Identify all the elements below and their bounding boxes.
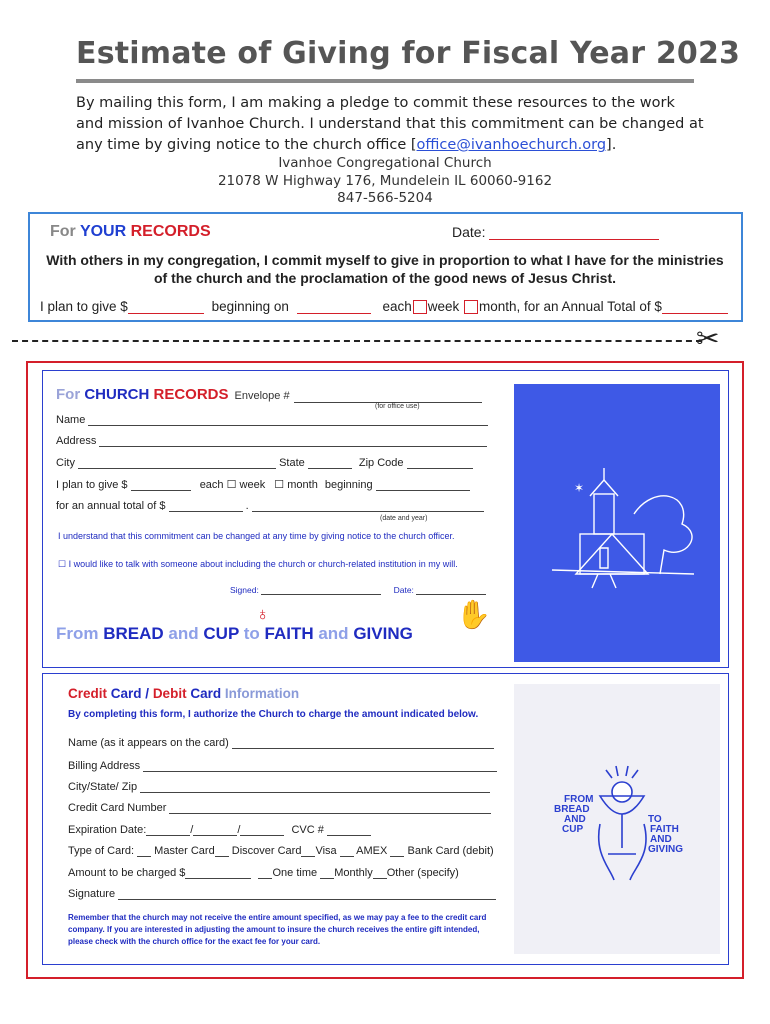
commitment-statement: With others in my congregation, I commit myself to give in proportion to what I have for the ministries of the church and the proclamation of the good news of Jesus Christ.: [46, 252, 724, 286]
other-check[interactable]: [373, 868, 387, 879]
address-field[interactable]: [99, 436, 487, 447]
plan-row: I plan to give $ each ☐ week ☐ month beginning: [56, 478, 470, 491]
church-annual-field[interactable]: [169, 501, 243, 512]
bread-cup-logo-icon: [514, 684, 720, 954]
title-rule: [76, 79, 694, 83]
bread-cup-slogan: From BREAD and CUP to FAITH and GIVING: [56, 624, 413, 643]
your-records-heading: For YOUR RECORDS: [50, 223, 211, 240]
church-illustration-panel: [514, 384, 720, 662]
intro-before: By mailing this form, I am making a pledge to commit these resources to the work and mission of Ivanhoe Church. I understand that this commitment can be changed at any time by giving notice to the church office [: [76, 95, 704, 153]
beginning-date-field[interactable]: [297, 313, 371, 314]
month-box[interactable]: ☐: [274, 479, 285, 491]
logo-faith: FAITH: [650, 824, 679, 835]
logo-cup: CUP: [562, 824, 584, 835]
zip-field[interactable]: [407, 458, 473, 469]
svg-text:✶: ✶: [574, 481, 585, 495]
logo-from: FROM: [564, 794, 594, 805]
cc-signature-field[interactable]: [118, 889, 496, 900]
city-field[interactable]: [78, 458, 276, 469]
amex-check[interactable]: [340, 846, 354, 857]
church-phone: 847-566-5204: [337, 190, 433, 206]
bread-cup-logo-panel: [514, 684, 720, 954]
church-address: 21078 W Highway 176, Mundelein IL 60060-9162: [217, 173, 553, 189]
hand-icon: ✋: [456, 599, 491, 630]
church-records-heading: For CHURCH RECORDS Envelope #: [56, 386, 482, 403]
cc-expiration-row: Expiration Date: / / CVC #: [68, 824, 371, 836]
cc-number-row: Credit Card Number: [68, 802, 491, 814]
church-date-year-field[interactable]: [252, 501, 484, 512]
month-checkbox[interactable]: [464, 300, 478, 314]
cc-name-row: Name (as it appears on the card): [68, 737, 494, 749]
plan-amount-field[interactable]: [128, 313, 204, 314]
cc-name-field[interactable]: [232, 738, 494, 749]
master-check[interactable]: [137, 846, 151, 857]
week-box[interactable]: ☐: [226, 479, 237, 491]
cc-city-row: City/State/ Zip: [68, 781, 490, 793]
state-field[interactable]: [308, 458, 352, 469]
cc-amount-field[interactable]: [185, 868, 251, 879]
one-time-check[interactable]: [258, 868, 272, 879]
email-link[interactable]: office@ivanhoechurch.org: [416, 137, 607, 153]
cc-signature-row: Signature: [68, 888, 496, 900]
church-plan-amount[interactable]: [131, 480, 191, 491]
exp-month-field[interactable]: [146, 825, 190, 836]
church-name: Ivanhoe Congregational Church: [278, 155, 492, 171]
week-checkbox[interactable]: [413, 300, 427, 314]
cc-billing-field[interactable]: [143, 761, 497, 772]
date-field[interactable]: [489, 239, 659, 240]
signed-row: Signed: Date:: [230, 585, 486, 595]
authorize-text: By completing this form, I authorize the Church to charge the amount indicated below.: [68, 709, 479, 720]
exp-day-field[interactable]: [193, 825, 237, 836]
cc-type-row: Type of Card: Master Card Discover Card Visa AMEX Bank Card (debit): [68, 845, 494, 857]
logo-and2: AND: [650, 834, 672, 845]
address-row: Address: [56, 435, 487, 447]
name-field[interactable]: [88, 415, 488, 426]
annual-row: for an annual total of $ .: [56, 500, 484, 512]
cc-city-field[interactable]: [140, 782, 490, 793]
intro-text: [76, 93, 706, 156]
date-year-note: (date and year): [380, 515, 428, 522]
logo-giving: GIVING: [648, 844, 684, 855]
bank-check[interactable]: [390, 846, 404, 857]
will-talk-row: ☐ I would like to talk with someone about including the church or church-related institution in my will.: [58, 559, 458, 569]
signed-date-field[interactable]: [416, 586, 486, 595]
envelope-field[interactable]: [294, 392, 482, 403]
cut-line: [12, 340, 702, 342]
exp-year-field[interactable]: [240, 825, 284, 836]
office-use-note: (for office use): [375, 403, 420, 410]
cc-number-field[interactable]: [169, 803, 491, 814]
credit-card-heading: Credit Card / Debit Card Information: [68, 686, 300, 701]
intro-after: ].: [606, 137, 617, 153]
cc-billing-row: Billing Address: [68, 760, 497, 772]
church-icon: [514, 384, 720, 662]
name-row: Name: [56, 414, 488, 426]
visa-check[interactable]: [301, 846, 315, 857]
cvc-field[interactable]: [327, 825, 371, 836]
plan-line: I plan to give $ beginning on each week month, for an Annual Total of $: [40, 299, 740, 314]
chalice-icon: ♁: [256, 604, 270, 624]
scissors-icon: ✂: [696, 323, 720, 354]
logo-to: TO: [648, 814, 662, 825]
logo-and1: AND: [564, 814, 586, 825]
monthly-check[interactable]: [320, 868, 334, 879]
annual-total-field[interactable]: [662, 313, 728, 314]
discover-check[interactable]: [215, 846, 229, 857]
cc-amount-row: Amount to be charged $ One time Monthly Other (specify): [68, 867, 459, 879]
city-row: City State Zip Code: [56, 457, 473, 469]
your-records-date: Date:: [452, 224, 659, 240]
page-title: Estimate of Giving for Fiscal Year 2023: [76, 36, 741, 71]
understand-note: I understand that this commitment can be changed at any time by giving notice to the church officer.: [58, 531, 455, 541]
signed-field[interactable]: [261, 586, 381, 595]
will-checkbox[interactable]: ☐: [58, 559, 67, 569]
logo-bread: BREAD: [554, 804, 590, 815]
church-beginning-field[interactable]: [376, 480, 470, 491]
fee-note: Remember that the church may not receive the entire amount specified, as we may pay a fee to the credit card company. If you are interested in adjusting the amount to insure the church receives the entire gift intended, please check with the church office for the exact fee for your card.: [68, 913, 487, 946]
